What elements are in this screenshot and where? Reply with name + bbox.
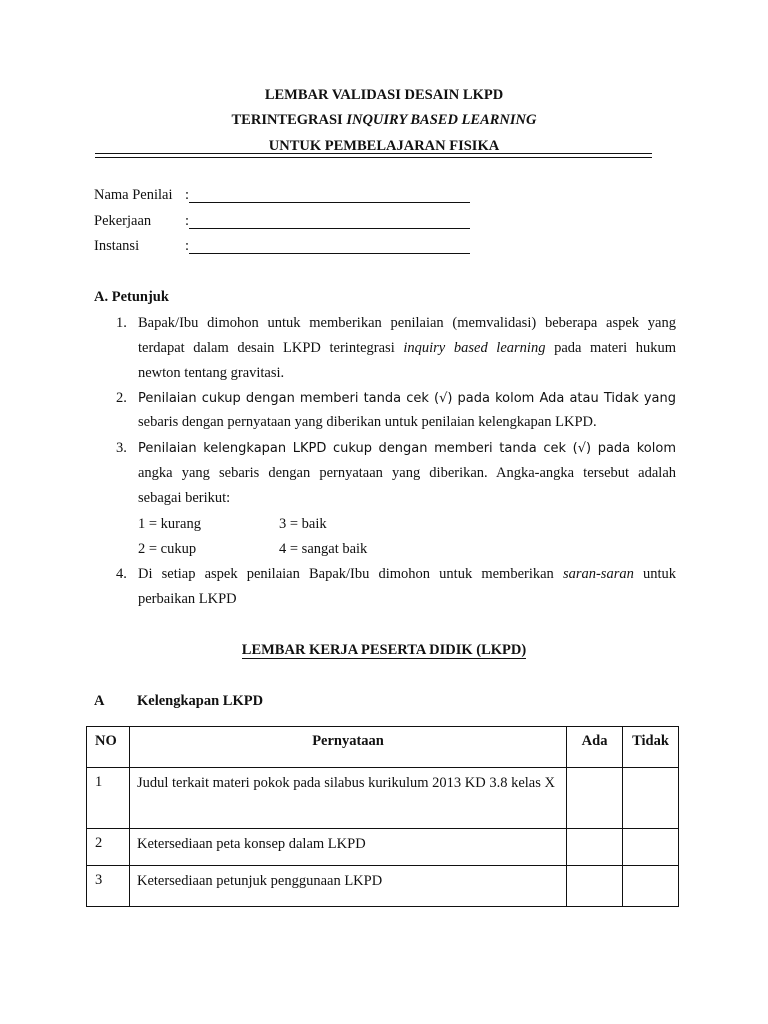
table-row — [87, 866, 679, 907]
check-cell-ada[interactable] — [567, 866, 623, 907]
item-number: 1. — [116, 315, 127, 331]
item-line — [138, 566, 676, 583]
fill-in-blank[interactable] — [189, 253, 470, 254]
item-line: angka yang sebaris dengan pernyataan yang diberikan. Angka-angka tersebut adalah — [138, 465, 676, 481]
row-statement: Judul terkait materi pokok pada silabus kurikulum 2013 KD 3.8 kelas X — [129, 768, 566, 829]
item-text: terdapat dalam desain LKPD terintegrasi — [138, 340, 404, 356]
item-text-italic: inquiry based learning — [403, 340, 546, 356]
item-line: perbaikan LKPD — [138, 591, 237, 607]
item-line: newton tentang gravitasi. — [138, 365, 285, 381]
title-line-1: LEMBAR VALIDASI DESAIN LKPD — [264, 87, 504, 103]
header-no: NO — [87, 727, 130, 768]
item-number: 2. — [116, 390, 127, 406]
check-cell-tidak[interactable] — [623, 829, 679, 866]
header-ada: Ada — [567, 727, 623, 768]
row-number: 3 — [87, 866, 130, 907]
field-label: Nama Penilai — [94, 187, 173, 203]
lkpd-heading — [0, 642, 768, 659]
row-number: 2 — [87, 829, 130, 866]
row-statement: Ketersediaan peta konsep dalam LKPD — [129, 829, 566, 866]
lkpd-heading-text: LEMBAR KERJA PESERTA DIDIK (LKPD) — [241, 642, 527, 658]
scale-sangat-baik: 4 = sangat baik — [279, 541, 368, 557]
section-title: Kelengkapan LKPD — [137, 693, 264, 709]
scale-baik: 3 = baik — [279, 516, 327, 532]
check-cell-ada[interactable] — [567, 829, 623, 866]
field-colon: : — [185, 187, 190, 203]
item-line: sebaris dengan pernyataan yang diberikan untuk penilaian kelengkapan LKPD. — [138, 414, 597, 430]
item-text-italic: saran-saran — [562, 566, 634, 582]
table-header-row — [87, 727, 679, 768]
title-line-2-italic: INQUIRY BASED LEARNING — [346, 112, 537, 128]
item-text: pada materi hukum — [545, 340, 676, 356]
fill-in-blank[interactable] — [189, 228, 470, 229]
title-line-3: UNTUK PEMBELAJARAN FISIKA — [268, 138, 500, 154]
item-line — [138, 340, 676, 357]
header-pernyataan: Pernyataan — [129, 727, 566, 768]
field-colon: : — [185, 213, 190, 229]
check-cell-ada[interactable] — [567, 768, 623, 829]
item-number: 3. — [116, 440, 127, 456]
field-colon: : — [185, 238, 190, 254]
row-number: 1 — [87, 768, 130, 829]
title-line-2-normal: TERINTEGRASI — [231, 112, 347, 128]
scale-cukup: 2 = cukup — [138, 541, 197, 557]
scale-kurang: 1 = kurang — [138, 516, 201, 532]
item-text: untuk — [633, 566, 676, 582]
title-rule-double — [95, 157, 652, 158]
row-statement: Ketersediaan petunjuk penggunaan LKPD — [129, 866, 566, 907]
item-line: Penilaian cukup dengan memberi tanda cek (√) pada kolom Ada atau Tidak yang — [138, 391, 676, 406]
fill-in-blank[interactable] — [189, 202, 470, 203]
title-line-2 — [0, 112, 768, 129]
item-number: 4. — [116, 566, 127, 582]
check-cell-tidak[interactable] — [623, 866, 679, 907]
section-letter: A — [94, 693, 105, 709]
header-tidak: Tidak — [623, 727, 679, 768]
kelengkapan-table — [86, 726, 679, 907]
section-a-heading — [94, 693, 264, 710]
item-line: sebagai berikut: — [138, 490, 231, 506]
title-rule — [95, 153, 652, 154]
field-label: Instansi — [94, 238, 140, 254]
section-heading-petunjuk: A. Petunjuk — [94, 289, 169, 305]
item-text: Di setiap aspek penilaian Bapak/Ibu dimohon untuk memberikan — [138, 566, 563, 582]
check-cell-tidak[interactable] — [623, 768, 679, 829]
table-row — [87, 829, 679, 866]
table-row — [87, 768, 679, 829]
item-line: Penilaian kelengkapan LKPD cukup dengan memberi tanda cek (√) pada kolom — [138, 441, 676, 456]
field-label: Pekerjaan — [94, 213, 152, 229]
item-line: Bapak/Ibu dimohon untuk memberikan penilaian (memvalidasi) beberapa aspek yang — [138, 315, 676, 331]
